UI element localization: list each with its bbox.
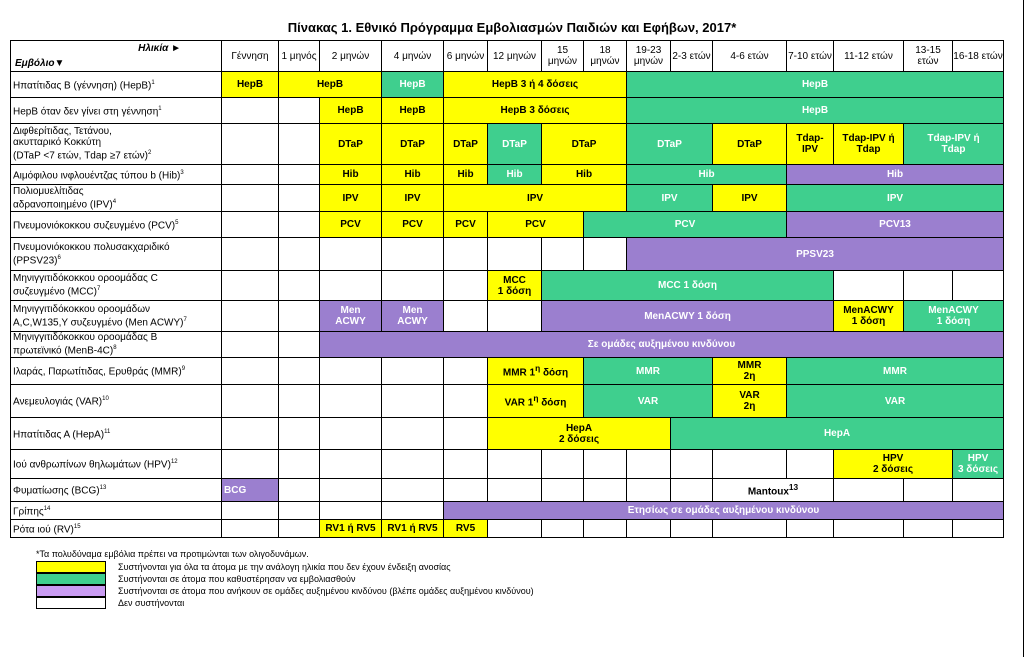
empty-cell <box>222 418 279 450</box>
schedule-cell: Hib <box>382 165 444 185</box>
legend-label: Συστήνονται για όλα τα άτομα με την ανάλογη ηλικία που δεν έχουν ένδειξη ανοσίας <box>118 562 451 572</box>
empty-cell <box>542 520 584 538</box>
empty-cell <box>834 271 904 301</box>
empty-cell <box>713 450 787 479</box>
schedule-cell: Mantoux$^{13}$ <box>713 479 834 502</box>
schedule-cell: Hib <box>488 165 542 185</box>
empty-cell <box>542 238 584 271</box>
vaccine-name: Ρότα ιού (RV)$^{15}$ <box>11 520 222 538</box>
schedule-cell: MenACWY 1 δόση <box>542 301 834 332</box>
age-col-2m: 2 μηνών <box>320 41 382 72</box>
table-row <box>11 385 1004 418</box>
vaccine-name: Αιμόφιλου ινφλουέντζας τύπου b (Hib)$^3$ <box>11 165 222 185</box>
empty-cell <box>279 450 320 479</box>
age-col-19-23m: 19-23 μηνών <box>627 41 671 72</box>
schedule-cell: MMR $1^\eta$ δόση <box>488 358 584 385</box>
schedule-cell: MMR 2η <box>713 358 787 385</box>
vaccine-name: Ιλαράς, Παρωτίτιδας, Ερυθράς (MMR)$^9$ <box>11 358 222 385</box>
age-col-birth: Γέννηση <box>222 41 279 72</box>
legend-item <box>36 585 534 597</box>
empty-cell <box>320 450 382 479</box>
empty-cell <box>953 271 1004 301</box>
empty-cell <box>222 271 279 301</box>
legend-item <box>36 573 534 585</box>
empty-cell <box>279 479 320 502</box>
empty-cell <box>444 271 488 301</box>
empty-cell <box>279 502 320 520</box>
schedule-cell: IPV <box>444 185 627 212</box>
schedule-cell: Tdap- IPV <box>787 124 834 165</box>
schedule-cell: PCV <box>488 212 584 238</box>
vaccine-name: Γρίπης$^{14}$ <box>11 502 222 520</box>
age-col-15m: 15 μηνών <box>542 41 584 72</box>
schedule-cell: PCV <box>444 212 488 238</box>
empty-cell <box>584 479 627 502</box>
empty-cell <box>584 450 627 479</box>
schedule-cell: DTaP <box>713 124 787 165</box>
empty-cell <box>279 385 320 418</box>
schedule-cell: RV5 <box>444 520 488 538</box>
schedule-cell: PPSV23 <box>627 238 1004 271</box>
schedule-cell: Hib <box>320 165 382 185</box>
table-row <box>11 271 1004 301</box>
legend-swatch-yellow <box>36 561 106 573</box>
empty-cell <box>222 301 279 332</box>
empty-cell <box>222 358 279 385</box>
empty-cell <box>279 124 320 165</box>
vaccine-name: Ανεμευλογιάς (VAR)$^{10}$ <box>11 385 222 418</box>
empty-cell <box>382 450 444 479</box>
legend-item <box>36 597 534 609</box>
schedule-cell: BCG <box>222 479 279 502</box>
table-row <box>11 124 1004 165</box>
schedule-cell: Ετησίως σε ομάδες αυξημένου κινδύνου <box>444 502 1004 520</box>
vaccine-name: Πνευμονιόκοκκου συζευγμένο (PCV)$^5$ <box>11 212 222 238</box>
empty-cell <box>382 385 444 418</box>
legend-footnote: *Τα πολυδύναμα εμβόλια πρέπει να προτιμώνται των ολιγοδυνάμων. <box>36 549 309 559</box>
empty-cell <box>488 238 542 271</box>
schedule-cell: DTaP <box>444 124 488 165</box>
empty-cell <box>444 358 488 385</box>
schedule-cell: VAR $1^\eta$ δόση <box>488 385 584 418</box>
empty-cell <box>382 271 444 301</box>
empty-cell <box>488 520 542 538</box>
empty-cell <box>584 238 627 271</box>
empty-cell <box>222 385 279 418</box>
table-row <box>11 520 1004 538</box>
vaccine-name: Μηνιγγιτιδόκοκκου οροομάδας C συζευγμένο (MCC)$^7$ <box>11 271 222 301</box>
schedule-cell: DTaP <box>320 124 382 165</box>
empty-cell <box>279 418 320 450</box>
empty-cell <box>627 520 671 538</box>
empty-cell <box>222 450 279 479</box>
age-col-4-6y: 4-6 ετών <box>713 41 787 72</box>
vaccine-name: Πνευμονιόκοκκου πολυσακχαριδικό (PPSV23)$^6$ <box>11 238 222 271</box>
vaccine-name: Ηπατίτιδας Β (γέννηση) (HepB)$^1$ <box>11 72 222 98</box>
vaccine-name: Φυματίωσης (BCG)$^{13}$ <box>11 479 222 502</box>
schedule-cell: DTaP <box>382 124 444 165</box>
legend-swatch-green <box>36 573 106 585</box>
schedule-cell: IPV <box>382 185 444 212</box>
schedule-cell: PCV13 <box>787 212 1004 238</box>
empty-cell <box>444 418 488 450</box>
schedule-cell: HepB <box>382 72 444 98</box>
age-header-label: Ηλικία ► <box>138 43 181 54</box>
empty-cell <box>953 479 1004 502</box>
schedule-cell: HPV 3 δόσεις <box>953 450 1004 479</box>
vaccine-name: HepB όταν δεν γίνει στη γέννηση$^1$ <box>11 98 222 124</box>
age-col-1m: 1 μηνός <box>279 41 320 72</box>
empty-cell <box>222 238 279 271</box>
age-col-7-10y: 7-10 ετών <box>787 41 834 72</box>
vaccine-name: Ηπατίτιδας Α (HepA)$^{11}$ <box>11 418 222 450</box>
schedule-cell: RV1 ή RV5 <box>320 520 382 538</box>
schedule-cell: VAR 2η <box>713 385 787 418</box>
vaccine-name: Μηνιγγιτιδόκοκκου οροομάδας Β πρωτεϊνικό (MenB-4C)$^8$ <box>11 332 222 358</box>
vaccine-name: Πολιομυελίτιδας αδρανοποιημένο (IPV)$^4$ <box>11 185 222 212</box>
schedule-cell: HepA 2 δόσεις <box>488 418 671 450</box>
schedule-cell: DTaP <box>542 124 627 165</box>
table-row <box>11 358 1004 385</box>
legend <box>10 549 534 609</box>
empty-cell <box>671 479 713 502</box>
legend-label: Συστήνονται σε άτομα που ανήκουν σε ομάδες αυξημένου κινδύνου (βλέπε ομάδες αυξημένου κινδύνου) <box>118 586 534 596</box>
schedule-cell: IPV <box>627 185 713 212</box>
table-row <box>11 72 1004 98</box>
empty-cell <box>953 520 1004 538</box>
empty-cell <box>904 271 953 301</box>
empty-cell <box>382 238 444 271</box>
legend-swatch-purple <box>36 585 106 597</box>
schedule-cell: IPV <box>787 185 1004 212</box>
schedule-cell: HepB <box>382 98 444 124</box>
schedule-cell: Tdap-IPV ή Tdap <box>904 124 1004 165</box>
empty-cell <box>542 450 584 479</box>
vaccine-name: Ιού ανθρωπίνων θηλωμάτων (HPV)$^{12}$ <box>11 450 222 479</box>
empty-cell <box>222 520 279 538</box>
empty-cell <box>834 520 904 538</box>
empty-cell <box>584 520 627 538</box>
empty-cell <box>382 418 444 450</box>
empty-cell <box>834 479 904 502</box>
table-row <box>11 165 1004 185</box>
vaccination-schedule-table <box>10 40 1004 538</box>
empty-cell <box>904 520 953 538</box>
schedule-cell: VAR <box>584 385 713 418</box>
empty-cell <box>671 520 713 538</box>
schedule-cell: MMR <box>584 358 713 385</box>
schedule-cell: Men ACWY <box>320 301 382 332</box>
empty-cell <box>787 450 834 479</box>
table-row <box>11 212 1004 238</box>
schedule-cell: MenACWY 1 δόση <box>904 301 1004 332</box>
empty-cell <box>279 358 320 385</box>
empty-cell <box>222 98 279 124</box>
empty-cell <box>787 520 834 538</box>
schedule-cell: HepB 3 δόσεις <box>444 98 627 124</box>
schedule-cell: HepB <box>279 72 382 98</box>
age-col-12m: 12 μηνών <box>488 41 542 72</box>
empty-cell <box>279 332 320 358</box>
age-col-2-3y: 2-3 ετών <box>671 41 713 72</box>
empty-cell <box>488 301 542 332</box>
empty-cell <box>222 185 279 212</box>
schedule-cell: Hib <box>787 165 1004 185</box>
legend-swatch-white <box>36 597 106 609</box>
schedule-cell: HepB <box>320 98 382 124</box>
empty-cell <box>279 238 320 271</box>
vaccine-header-label: Εμβόλιο▼ <box>15 58 65 69</box>
schedule-cell: Hib <box>542 165 627 185</box>
schedule-cell: MCC 1 δόση <box>488 271 542 301</box>
empty-cell <box>320 418 382 450</box>
empty-cell <box>542 479 584 502</box>
legend-label: Δεν συστήνονται <box>118 598 185 608</box>
schedule-cell: MCC 1 δόση <box>542 271 834 301</box>
empty-cell <box>320 238 382 271</box>
table-row <box>11 418 1004 450</box>
empty-cell <box>320 385 382 418</box>
age-col-6m: 6 μηνών <box>444 41 488 72</box>
table-row <box>11 185 1004 212</box>
schedule-cell: Hib <box>627 165 787 185</box>
empty-cell <box>444 301 488 332</box>
table-row <box>11 301 1004 332</box>
empty-cell <box>382 358 444 385</box>
schedule-cell: Σε ομάδες αυξημένου κινδύνου <box>320 332 1004 358</box>
header-corner <box>11 41 222 72</box>
schedule-cell: HepB <box>222 72 279 98</box>
schedule-cell: HepB <box>627 98 1004 124</box>
table-row <box>11 502 1004 520</box>
empty-cell <box>444 450 488 479</box>
empty-cell <box>627 479 671 502</box>
table-row <box>11 479 1004 502</box>
empty-cell <box>279 185 320 212</box>
table-row <box>11 450 1004 479</box>
age-col-4m: 4 μηνών <box>382 41 444 72</box>
empty-cell <box>444 479 488 502</box>
age-col-11-12y: 11-12 ετών <box>834 41 904 72</box>
schedule-cell: Hib <box>444 165 488 185</box>
header-row <box>11 41 1004 72</box>
schedule-cell: PCV <box>382 212 444 238</box>
schedule-cell: PCV <box>584 212 787 238</box>
empty-cell <box>279 301 320 332</box>
empty-cell <box>320 358 382 385</box>
empty-cell <box>279 212 320 238</box>
empty-cell <box>488 479 542 502</box>
empty-cell <box>222 165 279 185</box>
schedule-cell: MenACWY 1 δόση <box>834 301 904 332</box>
table-row <box>11 238 1004 271</box>
schedule-cell: HPV 2 δόσεις <box>834 450 953 479</box>
table-row <box>11 332 1004 358</box>
empty-cell <box>279 165 320 185</box>
schedule-cell: RV1 ή RV5 <box>382 520 444 538</box>
empty-cell <box>904 479 953 502</box>
table-row <box>11 98 1004 124</box>
empty-cell <box>222 332 279 358</box>
empty-cell <box>222 212 279 238</box>
empty-cell <box>382 479 444 502</box>
empty-cell <box>627 450 671 479</box>
empty-cell <box>671 450 713 479</box>
empty-cell <box>279 520 320 538</box>
empty-cell <box>488 450 542 479</box>
schedule-cell: HepB 3 ή 4 δόσεις <box>444 72 627 98</box>
empty-cell <box>444 238 488 271</box>
empty-cell <box>320 271 382 301</box>
vaccine-name: Διφθερίτιδας, Τετάνου, ακυτταρικό Κοκκύτη (DTaP <7 ετών, Tdap ≥7 ετών)$^2$ <box>11 124 222 165</box>
schedule-cell: Tdap-IPV ή Tdap <box>834 124 904 165</box>
schedule-cell: Men ACWY <box>382 301 444 332</box>
empty-cell <box>279 271 320 301</box>
empty-cell <box>320 502 382 520</box>
legend-item <box>36 561 534 573</box>
schedule-cell: IPV <box>713 185 787 212</box>
empty-cell <box>279 98 320 124</box>
schedule-cell: HepB <box>627 72 1004 98</box>
schedule-cell: HepA <box>671 418 1004 450</box>
schedule-cell: VAR <box>787 385 1004 418</box>
age-col-13-15y: 13-15 ετών <box>904 41 953 72</box>
empty-cell <box>444 385 488 418</box>
legend-label: Συστήνονται σε άτομα που καθυστέρησαν να εμβολιασθούν <box>118 574 356 584</box>
age-col-16-18y: 16-18 ετών <box>953 41 1004 72</box>
schedule-cell: IPV <box>320 185 382 212</box>
schedule-cell: MMR <box>787 358 1004 385</box>
schedule-cell: PCV <box>320 212 382 238</box>
empty-cell <box>320 479 382 502</box>
page-title: Πίνακας 1. Εθνικό Πρόγραμμα Εμβολιασμών Παιδιών και Εφήβων, 2017* <box>287 20 737 35</box>
empty-cell <box>222 502 279 520</box>
empty-cell <box>222 124 279 165</box>
schedule-cell: DTaP <box>627 124 713 165</box>
age-col-18m: 18 μηνών <box>584 41 627 72</box>
schedule-cell: DTaP <box>488 124 542 165</box>
empty-cell <box>713 520 787 538</box>
empty-cell <box>382 502 444 520</box>
vaccine-name: Μηνιγγιτιδόκοκκου οροομάδων A,C,W135,Y συζευγμένο (Men ACWY)$^7$ <box>11 301 222 332</box>
